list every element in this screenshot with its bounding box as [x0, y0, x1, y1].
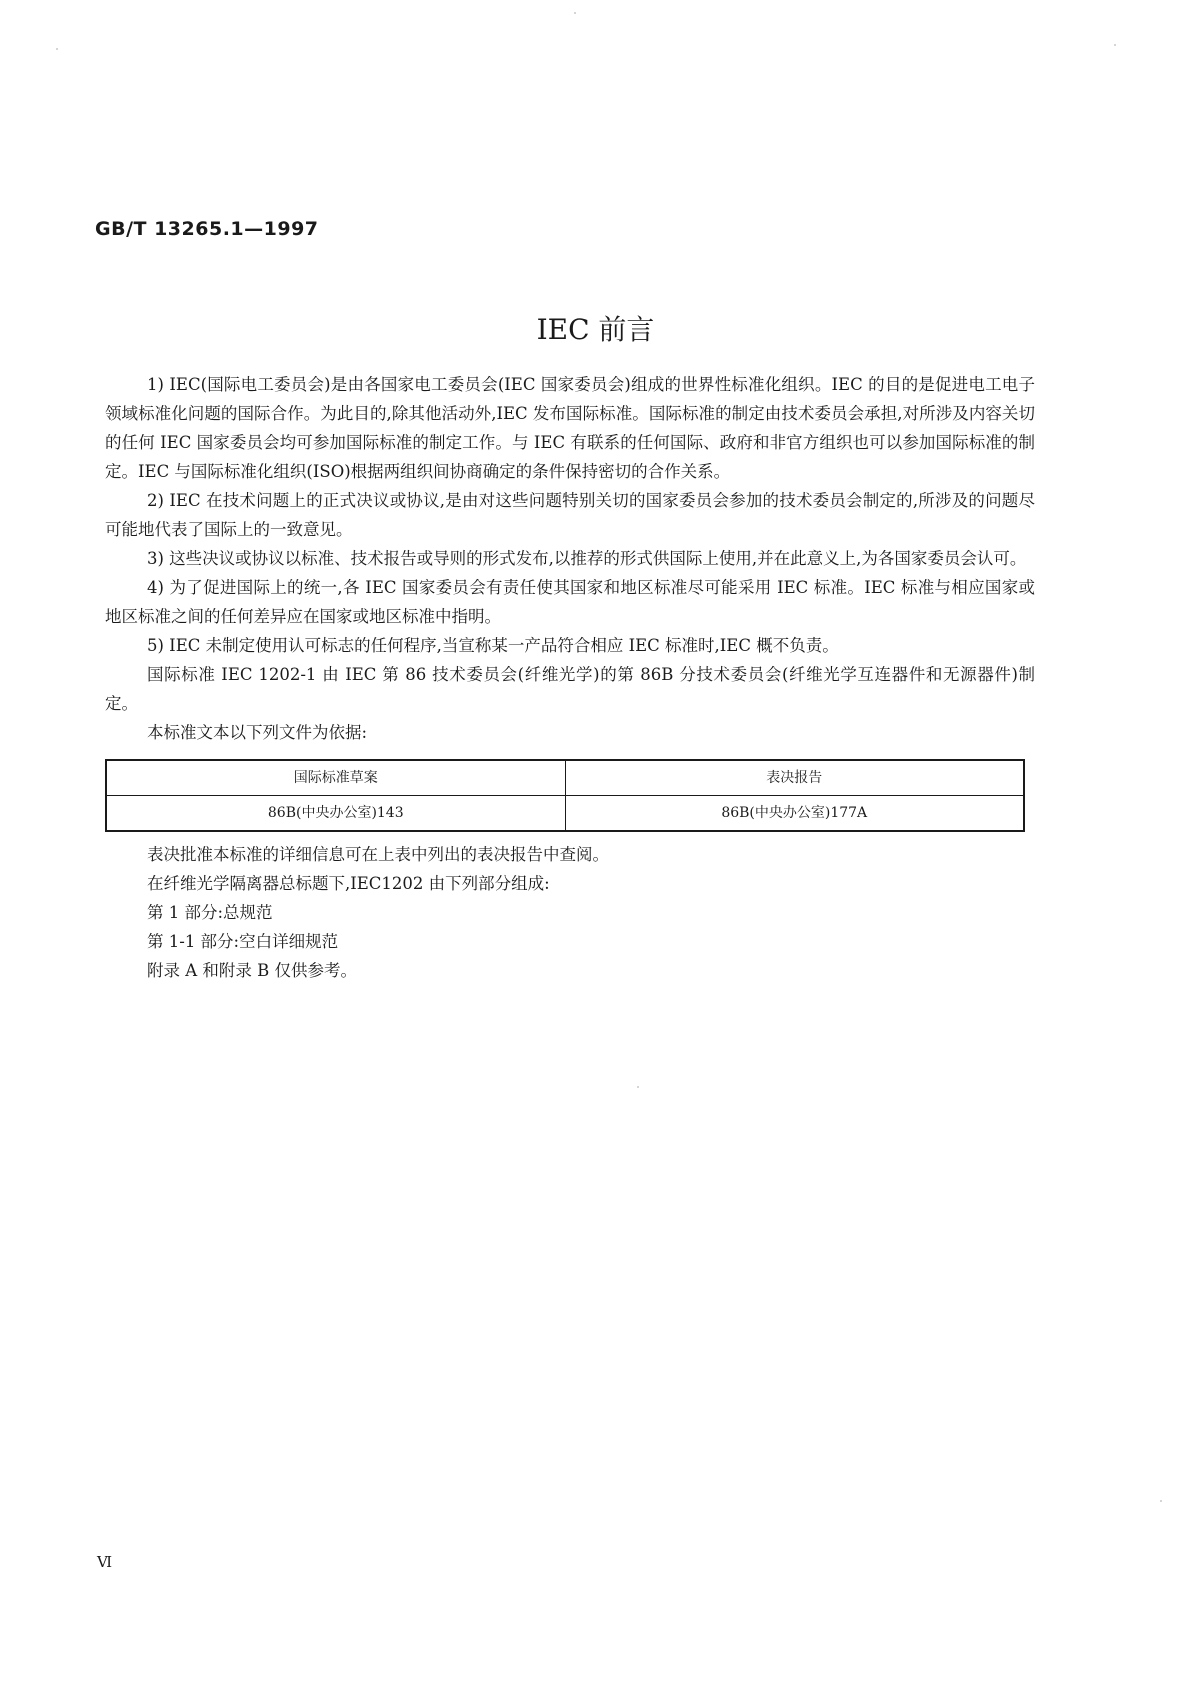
paragraph-origin: 国际标准 IEC 1202-1 由 IEC 第 86 技术委员会(纤维光学)的第 86B 分技术委员会(纤维光学互连器件和无源器件)制定。 — [105, 665, 1035, 713]
table-cell-draft: 86B(中央办公室)143 — [106, 796, 565, 832]
table-header-voting-report: 表决报告 — [565, 760, 1024, 796]
page-title: IEC 前言 — [536, 313, 655, 346]
paragraph-1: 1) IEC(国际电工委员会)是由各国家电工委员会(IEC 国家委员会)组成的世界性标准化组织。IEC 的目的是促进电工电子领域标准化问题的国际合作。为此目的,除其他活动外,IEC 发布国际标准。国际标准的制定由技术委员会承担,对所涉及内容关切的任何 IEC 国家委员会均可参加国际标准的制定工作。与 IEC 有联系的任何国际、政府和非官方组织也可以参加国际标准的制定。IEC 与国际标准化组织(ISO)根据两组织间协商确定的条件保持密切的合作关系。 — [105, 375, 1035, 481]
standard-code: GB/T 13265.1—1997 — [95, 218, 319, 240]
part-1-1-line: 第 1-1 部分:空白详细规范 — [147, 932, 339, 951]
scan-speck — [637, 1086, 639, 1088]
parts-intro-line: 在纤维光学隔离器总标题下,IEC1202 由下列部分组成: — [147, 874, 550, 893]
table-header-row — [106, 760, 1024, 796]
paragraph-basis: 本标准文本以下列文件为依据: — [147, 723, 368, 742]
paragraph-2: 2) IEC 在技术问题上的正式决议或协议,是由对这些问题特别关切的国家委员会参加的技术委员会制定的,所涉及的问题尽可能地代表了国际上的一致意见。 — [105, 491, 1035, 539]
voting-details-line: 表决批准本标准的详细信息可在上表中列出的表决报告中查阅。 — [147, 845, 609, 864]
scan-speck — [574, 12, 576, 14]
basis-documents-table — [105, 759, 1025, 832]
paragraph-5: 5) IEC 未制定使用认可标志的任何程序,当宣称某一产品符合相应 IEC 标准时,IEC 概不负责。 — [147, 636, 839, 655]
table-row — [106, 796, 1024, 832]
table-cell-voting-report: 86B(中央办公室)177A — [565, 796, 1024, 832]
scan-speck — [1160, 1500, 1162, 1502]
paragraph-4: 4) 为了促进国际上的统一,各 IEC 国家委员会有责任使其国家和地区标准尽可能采用 IEC 标准。IEC 标准与相应国家或地区标准之间的任何差异应在国家或地区标准中指明。 — [105, 578, 1035, 626]
part-1-line: 第 1 部分:总规范 — [147, 903, 273, 922]
document-body — [105, 370, 1035, 985]
scan-speck — [1114, 44, 1116, 46]
table-header-draft: 国际标准草案 — [106, 760, 565, 796]
paragraph-3: 3) 这些决议或协议以标准、技术报告或导则的形式发布,以推荐的形式供国际上使用,并在此意义上,为各国家委员会认可。 — [147, 549, 1027, 568]
page-number: Ⅵ — [97, 1553, 113, 1571]
annex-note-line: 附录 A 和附录 B 仅供参考。 — [147, 961, 358, 980]
scan-speck — [56, 48, 58, 50]
after-table-text — [105, 840, 1035, 985]
